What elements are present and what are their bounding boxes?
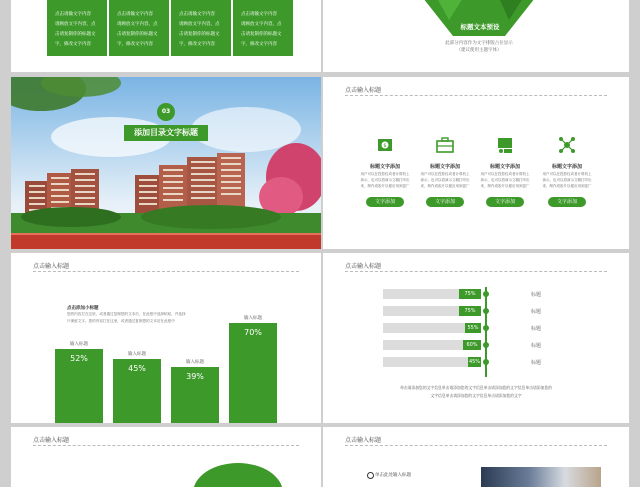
col-text: 点击请输文字内容	[179, 12, 215, 17]
briefcase-icon	[435, 135, 455, 155]
slide-5[interactable]	[11, 253, 321, 423]
timeline-dot	[483, 342, 489, 348]
slide-header: 点击输入标题	[345, 87, 382, 94]
progress-title: 标题	[531, 326, 542, 332]
triangle-label: 标题文本预设	[460, 23, 500, 31]
progress-track	[383, 323, 481, 333]
progress-title: 标题	[531, 309, 542, 315]
item-desc: 用户可以在投影仪或者计算机上	[360, 172, 410, 176]
item-title: 标题文字添加	[489, 164, 520, 170]
progress-track	[383, 289, 481, 299]
col-text: 点击请输文字内容	[241, 12, 277, 17]
bar-category-label: 输入标题	[186, 360, 204, 365]
col-text: 击请复制你的标题文	[241, 32, 282, 37]
bar-value-label: 52%	[70, 354, 88, 363]
note-2: 文字信息单击请添加您的文字信息单击请添加您的文字	[430, 393, 522, 398]
bar-category-label: 输入标题	[128, 352, 146, 357]
item-title: 标题文字添加	[369, 164, 400, 170]
paragraph-2: 只保留文字。您的内容打在这里，或者通过复制您的文本后在此框中	[67, 319, 175, 323]
green-panel-2	[109, 0, 169, 56]
col-text: 点击请输文字内容	[55, 12, 91, 17]
progress-track	[383, 357, 481, 367]
slide-header: 点击输入标题	[33, 437, 70, 444]
item-desc: 用户可以在投影仪或者计算机上	[542, 172, 592, 176]
progress-fill: 55%	[465, 323, 481, 333]
progress-track	[383, 306, 481, 316]
col-text: 字，修改文字内容	[241, 42, 277, 47]
note-1: 单击请添加您的文字信息单击请添加您的文字信息单击请添加您的文字信息单击请添加您的	[400, 385, 552, 390]
slide-header: 点击输入标题	[33, 263, 70, 270]
col-text: 击请复制你的标题文	[117, 32, 158, 37]
progress-fill: 75%	[459, 306, 481, 316]
bar-value-label: 70%	[244, 328, 262, 337]
add-text-button-3[interactable]: 文字添加	[486, 197, 524, 207]
slide-7[interactable]	[11, 427, 321, 487]
col-text: 请顾放文字内容，点	[241, 22, 282, 27]
col-text: 请顾放文字内容，点	[55, 22, 96, 27]
item-desc: 演示，也可以将演示文稿打印出	[480, 178, 530, 182]
slide-header: 点击输入标题	[345, 263, 382, 270]
bar-chart	[11, 253, 321, 423]
bar-category-label: 输入标题	[244, 316, 262, 321]
add-text-button-1[interactable]: 文字添加	[366, 197, 404, 207]
timeline-dot	[483, 359, 489, 365]
item-desc: 来，制作成胶片以便应用到更广	[542, 184, 592, 188]
progress-track	[383, 340, 481, 350]
triangle-desc-1: 此部分内容作为文字排版占位显示	[445, 41, 513, 46]
slide-6[interactable]	[323, 253, 629, 423]
progress-fill: 75%	[459, 289, 481, 299]
paragraph-1: 您的内容打在这里，或者通过复制您的文本后，在此框中选择粘贴，并选择	[67, 312, 186, 316]
green-panel-4	[233, 0, 293, 56]
col-text: 击请复制你的标题文	[55, 32, 96, 37]
slide-3[interactable]	[11, 77, 321, 249]
sub-title: 点击添加小标题	[67, 306, 99, 311]
item-desc: 来，制作成胶片以便应用到更广	[480, 184, 530, 188]
item-desc: 来，制作成胶片以便应用到更广	[360, 184, 410, 188]
item-title: 标题文字添加	[551, 164, 582, 170]
item-desc: 用户可以在投影仪或者计算机上	[420, 172, 470, 176]
progress-fill: 45%	[468, 359, 481, 365]
chart-bar	[229, 323, 277, 423]
bar-category-label: 输入标题	[70, 342, 88, 347]
green-panel-3	[171, 0, 231, 56]
timeline-dot	[483, 308, 489, 314]
col-text: 请顾放文字内容，点	[117, 22, 158, 27]
item-desc: 来，制作成胶片以便应用到更广	[420, 184, 470, 188]
triangle-graphic	[323, 0, 629, 72]
item-title: 标题文字添加	[429, 164, 460, 170]
item-desc: 用户可以在投影仪或者计算机上	[480, 172, 530, 176]
header-divider	[345, 445, 607, 446]
bar-value-label: 45%	[128, 364, 146, 373]
col-text: 点击请输文字内容	[117, 12, 153, 17]
network-icon	[557, 135, 577, 155]
presentation-icon	[495, 135, 515, 155]
radio-icon	[367, 472, 374, 479]
timeline-dot	[483, 325, 489, 331]
slide-header: 点击输入标题	[345, 437, 382, 444]
slide-2[interactable]	[323, 0, 629, 72]
item-desc: 演示，也可以将演示文稿打印出	[542, 178, 592, 182]
section-title: 添加目录文字标题	[124, 125, 208, 141]
photo-thumbnail	[481, 467, 601, 487]
slide-1[interactable]	[11, 0, 321, 72]
progress-title: 标题	[531, 343, 542, 349]
item-desc: 演示，也可以将演示文稿打印出	[360, 178, 410, 182]
section-number-badge: 03	[157, 103, 175, 121]
progress-title: 标题	[531, 360, 542, 366]
progress-title: 标题	[531, 292, 542, 298]
timeline-dot	[483, 291, 489, 297]
svg-text:$: $	[383, 143, 387, 149]
progress-fill: 60%	[463, 340, 481, 350]
header-divider	[33, 445, 299, 446]
slide-4[interactable]	[323, 77, 629, 249]
slide-8[interactable]	[323, 427, 629, 487]
add-text-button-4[interactable]: 文字添加	[548, 197, 586, 207]
col-text: 字，修改文字内容	[117, 42, 153, 47]
bar-value-label: 39%	[186, 372, 204, 381]
list-item: 单击此处输入标题	[375, 473, 411, 478]
item-desc: 演示，也可以将演示文稿打印出	[420, 178, 470, 182]
header-divider	[345, 95, 607, 96]
green-circle	[193, 463, 283, 487]
col-text: 字，修改文字内容	[55, 42, 91, 47]
add-text-button-2[interactable]: 文字添加	[426, 197, 464, 207]
money-icon	[375, 135, 395, 155]
col-text: 字，修改文字内容	[179, 42, 215, 47]
col-text: 击请复制你的标题文	[179, 32, 220, 37]
col-text: 请顾放文字内容，点	[179, 22, 220, 27]
green-panel-1	[47, 0, 107, 56]
triangle-desc-2: （建议使用主题字体）	[456, 48, 502, 53]
